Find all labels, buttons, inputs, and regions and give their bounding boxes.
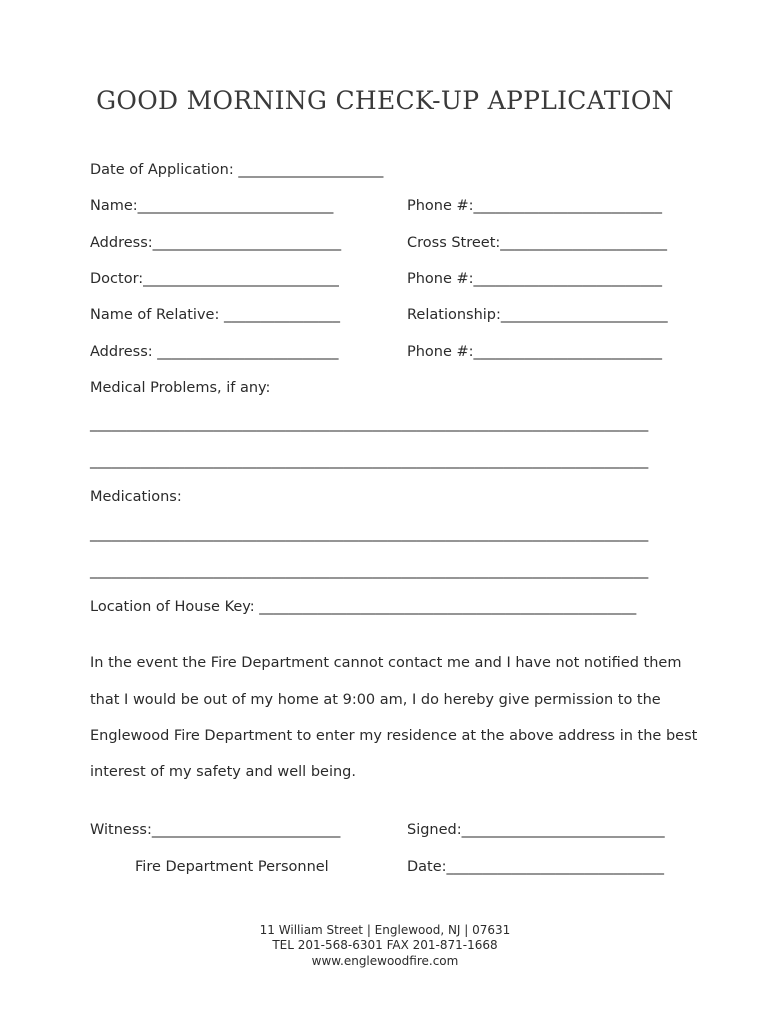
phone-field[interactable]: Phone #:__________________________	[407, 198, 663, 214]
medications-line-2[interactable]: _____________________________________________________________________________	[90, 563, 649, 579]
witness-field[interactable]: Witness:__________________________	[90, 822, 341, 838]
permission-line-4: interest of my safety and well being.	[90, 764, 356, 780]
footer-website[interactable]: www.englewoodfire.com	[311, 954, 459, 968]
relative-phone-field[interactable]: Phone #:__________________________	[407, 344, 663, 360]
medical-problems-label: Medical Problems, if any:	[90, 380, 271, 396]
address-field[interactable]: Address:__________________________	[90, 235, 342, 251]
medications-line-1[interactable]: _____________________________________________________________________________	[90, 526, 649, 542]
footer-address: 11 William Street | Englewood, NJ | 07631	[259, 923, 511, 937]
cross-street-field[interactable]: Cross Street:_______________________	[407, 235, 668, 251]
permission-line-3: Englewood Fire Department to enter my residence at the above address in the best	[90, 728, 698, 744]
signed-field[interactable]: Signed:____________________________	[407, 822, 665, 838]
doctor-phone-field[interactable]: Phone #:__________________________	[407, 271, 663, 287]
page-title: GOOD MORNING CHECK-UP APPLICATION	[96, 86, 674, 115]
date-field[interactable]: Date:______________________________	[407, 859, 665, 875]
relationship-field[interactable]: Relationship:_______________________	[407, 307, 668, 323]
fire-department-personnel-label: Fire Department Personnel	[135, 859, 329, 875]
medical-problems-line-1[interactable]: _____________________________________________________________________________	[90, 416, 649, 432]
house-key-field[interactable]: Location of House Key: ____________________________________________________	[90, 599, 637, 615]
relative-address-field[interactable]: Address: _________________________	[90, 344, 339, 360]
date-of-application-field[interactable]: Date of Application: ____________________	[90, 162, 384, 178]
permission-line-1: In the event the Fire Department cannot contact me and I have not notified them	[90, 655, 682, 671]
medical-problems-line-2[interactable]: _____________________________________________________________________________	[90, 453, 649, 469]
footer-tel-fax: TEL 201-568-6301 FAX 201-871-1668	[272, 938, 498, 952]
medications-label: Medications:	[90, 489, 182, 505]
name-of-relative-field[interactable]: Name of Relative: ________________	[90, 307, 340, 323]
name-field[interactable]: Name:___________________________	[90, 198, 334, 214]
doctor-field[interactable]: Doctor:___________________________	[90, 271, 339, 287]
permission-line-2: that I would be out of my home at 9:00 am, I do hereby give permission to the	[90, 692, 661, 708]
